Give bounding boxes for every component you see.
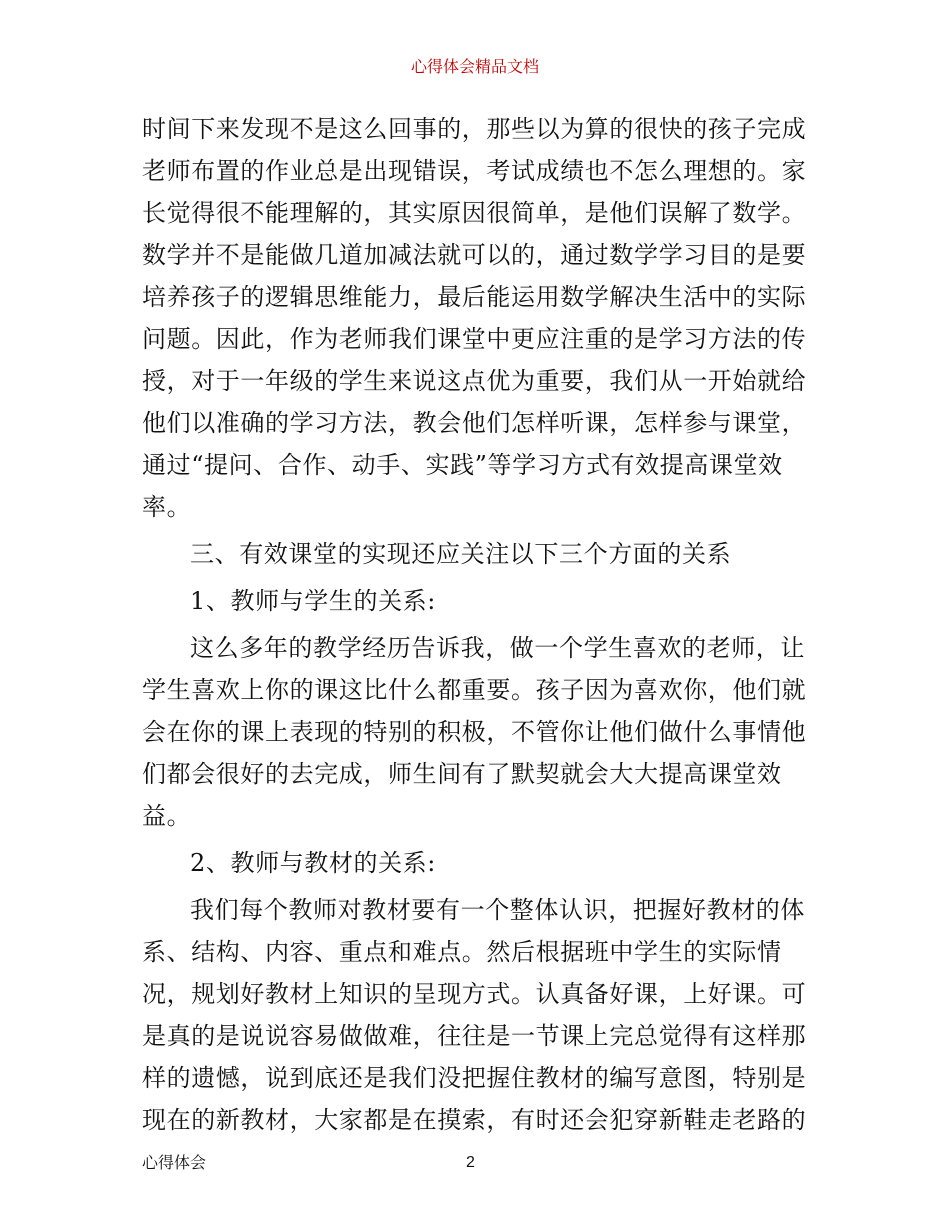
page-number: 2 xyxy=(466,1154,475,1171)
body-line: 这么多年的教学经历告诉我，做一个学生喜欢的老师，让 xyxy=(190,634,805,662)
document-body xyxy=(142,108,822,1141)
subsection-heading: 2、教师与教材的关系: xyxy=(190,849,436,877)
body-line: 问题。因此，作为老师我们课堂中更应注重的是学习方法的传 xyxy=(142,325,807,353)
body-line: 现在的新教材，大家都是在摸索，有时还会犯穿新鞋走老路的 xyxy=(142,1106,807,1134)
subsection-heading: 1、教师与学生的关系: xyxy=(190,587,436,615)
body-line: 我们每个教师对教材要有一个整体认识，把握好教材的体 xyxy=(190,896,805,924)
body-line: 益。 xyxy=(142,802,192,830)
body-line: 时间下来发现不是这么回事的，那些以为算的很快的孩子完成 xyxy=(142,115,807,143)
body-line: 们都会很好的去完成，师生间有了默契就会大大提高课堂效 xyxy=(142,760,782,788)
body-line: 样的遗憾，说到底还是我们没把握住教材的编写意图，特别是 xyxy=(142,1064,807,1092)
body-line: 他们以准确的学习方法，教会他们怎样听课，怎样参与课堂， xyxy=(142,409,807,437)
body-line: 长觉得很不能理解的，其实原因很简单，是他们误解了数学。 xyxy=(142,199,807,227)
body-line: 是真的是说说容易做做难，往往是一节课上完总觉得有这样那 xyxy=(142,1022,807,1050)
body-line: 通过“提问、合作、动手、实践”等学习方式有效提高课堂效 xyxy=(142,451,783,479)
body-line: 授，对于一年级的学生来说这点优为重要，我们从一开始就给 xyxy=(142,367,807,395)
body-line: 学生喜欢上你的课这比什么都重要。孩子因为喜欢你，他们就 xyxy=(142,676,807,704)
footer-label: 心得体会 xyxy=(142,1153,207,1172)
body-line: 老师布置的作业总是出现错误，考试成绩也不怎么理想的。家 xyxy=(142,157,807,185)
section-heading: 三、有效课堂的实现还应关注以下三个方面的关系 xyxy=(190,540,732,568)
body-line: 培养孩子的逻辑思维能力，最后能运用数学解决生活中的实际 xyxy=(142,283,807,311)
body-line: 数学并不是能做几道加减法就可以的，通过数学学习目的是要 xyxy=(142,241,807,269)
body-line: 率。 xyxy=(142,493,192,521)
body-line: 会在你的课上表现的特别的积极，不管你让他们做什么事情他 xyxy=(142,718,807,746)
body-line: 系、结构、内容、重点和难点。然后根据班中学生的实际情 xyxy=(142,938,782,966)
document-header-title: 心得体会精品文档 xyxy=(410,57,539,76)
body-line: 况，规划好教材上知识的呈现方式。认真备好课，上好课。可 xyxy=(142,980,807,1008)
